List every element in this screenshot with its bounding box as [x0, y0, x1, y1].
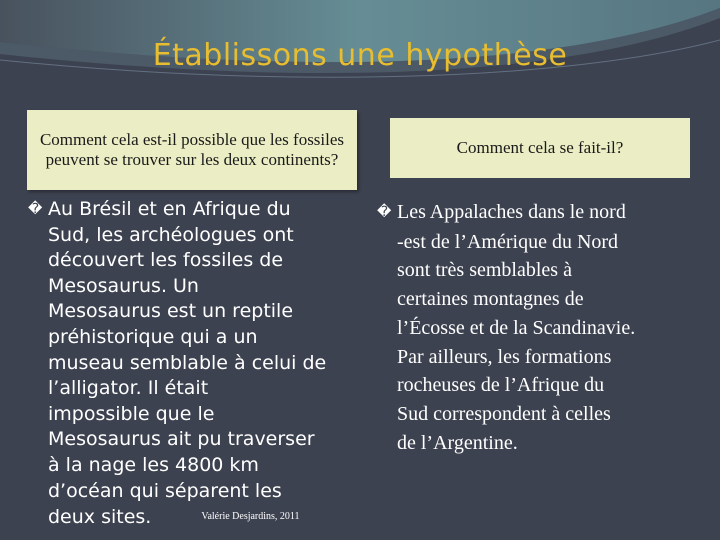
right-column: [377, 198, 707, 457]
left-line: museau semblable à celui de: [48, 351, 327, 374]
right-line: rocheuses de l’Afrique du: [397, 374, 605, 397]
left-line: Mesosaurus. Un: [48, 274, 199, 297]
left-line: à la nage les 4800 km: [48, 453, 259, 476]
left-line: d’océan qui séparent les: [48, 479, 282, 502]
right-line: � Les Appalaches dans le nord: [377, 198, 707, 228]
author-credit: Valérie Desjardins, 2011: [201, 511, 300, 523]
left-line: l’alligator. Il était: [48, 377, 209, 400]
slide-title: Établissons une hypothèse: [152, 38, 568, 73]
right-line: sont très semblables à: [397, 259, 572, 282]
header-left-question: [27, 110, 357, 190]
left-line: impossible que le: [48, 402, 215, 425]
right-line: de l’Argentine.: [397, 431, 518, 454]
left-line: Sud, les archéologues ont: [48, 223, 294, 246]
right-line: Sud correspondent à celles: [397, 402, 611, 425]
left-line: Mesosaurus ait pu traverser: [48, 428, 315, 451]
left-line: préhistorique qui a un: [48, 325, 258, 348]
left-line-last: deux sites. $^{Valérie Desjardins, 2011}$: [48, 506, 300, 529]
left-line: Mesosaurus est un reptile: [48, 300, 294, 323]
right-line: l’Écosse et de la Scandinavie.: [397, 316, 636, 339]
bullet-icon: �: [377, 205, 392, 220]
left-line: � Au Brésil et en Afrique du: [28, 197, 358, 223]
header-left-text: Comment cela est-il possible que les fossiles peuvent se trouver sur les deux continents?: [39, 130, 345, 169]
left-line: découvert les fossiles de: [48, 249, 284, 272]
header-right-text: Comment cela se fait-il?: [456, 138, 624, 157]
right-line: Par ailleurs, les formations: [397, 345, 612, 368]
bullet-icon: �: [28, 201, 43, 217]
left-column: [28, 197, 358, 531]
right-line: certaines montagnes de: [397, 288, 584, 311]
right-line: -est de l’Amérique du Nord: [397, 230, 619, 253]
header-right-question: [390, 118, 690, 178]
